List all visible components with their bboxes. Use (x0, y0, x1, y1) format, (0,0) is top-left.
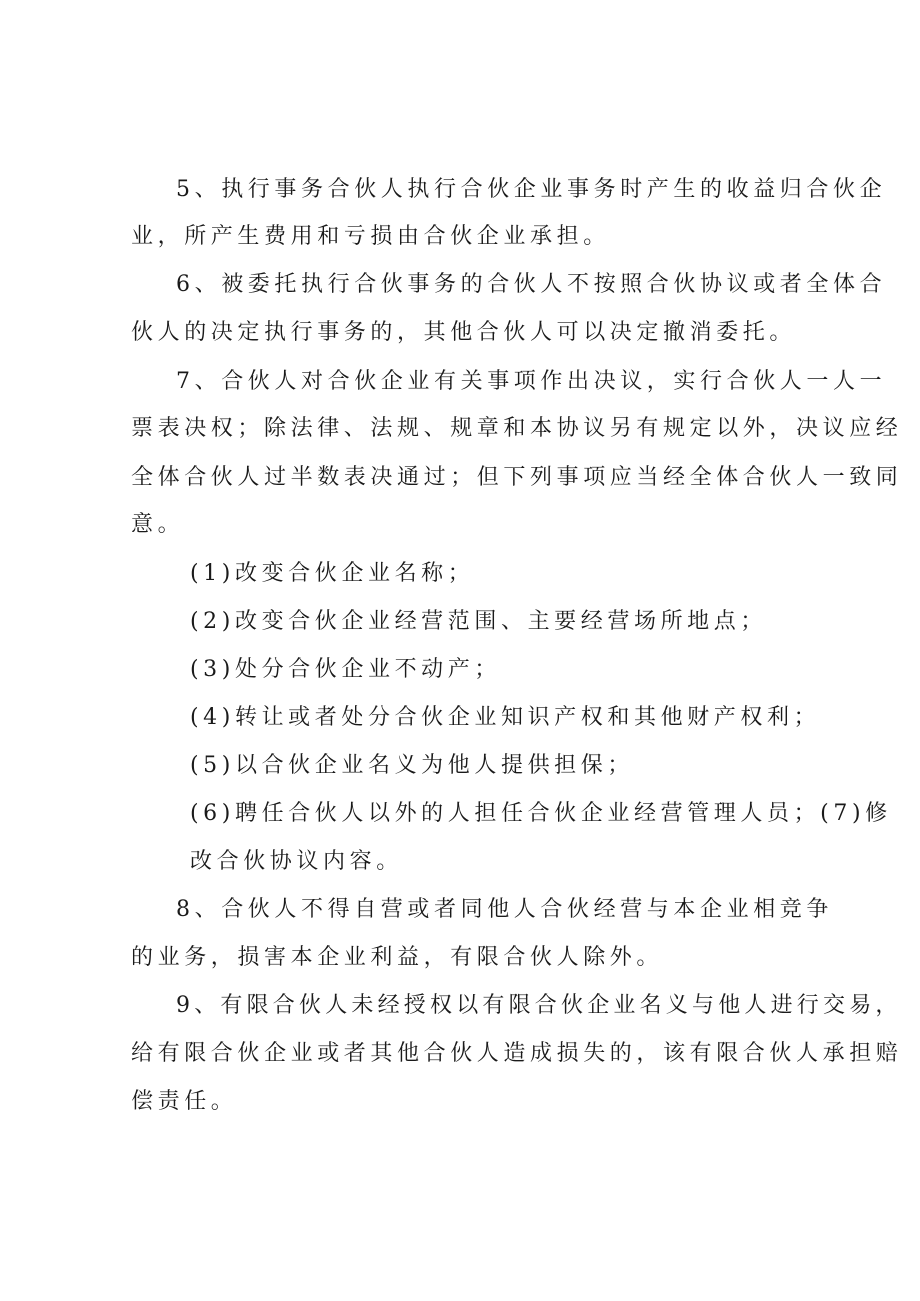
clause-8-line-1: 8、合伙人不得自营或者同他人合伙经营与本企业相竞争 (176, 897, 833, 922)
item-2: (2)改变合伙企业经营范围、主要经营场所地点； (190, 609, 767, 634)
item-6-7-line-2: 改合伙协议内容。 (190, 849, 403, 874)
clause-6-line-2: 伙人的决定执行事务的，其他合伙人可以决定撤消委托。 (131, 320, 797, 345)
item-5: (5)以合伙企业名义为他人提供担保； (190, 753, 634, 778)
item-4: (4)转让或者处分合伙企业知识产权和其他财产权利； (190, 705, 821, 730)
clause-5-line-2: 业，所产生费用和亏损由合伙企业承担。 (131, 224, 610, 249)
clause-7-line-3: 全体合伙人过半数表决通过；但下列事项应当经全体合伙人一致同 (131, 465, 903, 490)
item-6-7-line-1: (6)聘任合伙人以外的人担任合伙企业经营管理人员；(7)修 (190, 801, 892, 826)
clause-9-line-1: 9、有限合伙人未经授权以有限合伙企业名义与他人进行交易， (176, 993, 902, 1018)
clause-9-line-3: 偿责任。 (131, 1089, 238, 1114)
clause-8-line-2: 的业务，损害本企业利益，有限合伙人除外。 (131, 945, 664, 970)
clause-7-line-2: 票表决权；除法律、法规、规章和本协议另有规定以外，决议应经 (131, 416, 903, 441)
clause-6-line-1: 6、被委托执行合伙事务的合伙人不按照合伙协议或者全体合 (176, 272, 887, 297)
item-1: (1)改变合伙企业名称； (190, 561, 475, 586)
clause-5-line-1: 5、执行事务合伙人执行合伙企业事务时产生的收益归合伙企 (176, 177, 887, 202)
clause-9-line-2: 给有限合伙企业或者其他合伙人造成损失的，该有限合伙人承担赔 (131, 1041, 903, 1066)
clause-7-line-1: 7、合伙人对合伙企业有关事项作出决议，实行合伙人一人一 (176, 369, 887, 394)
item-3: (3)处分合伙企业不动产； (190, 657, 501, 682)
clause-7-line-4: 意。 (131, 512, 185, 537)
